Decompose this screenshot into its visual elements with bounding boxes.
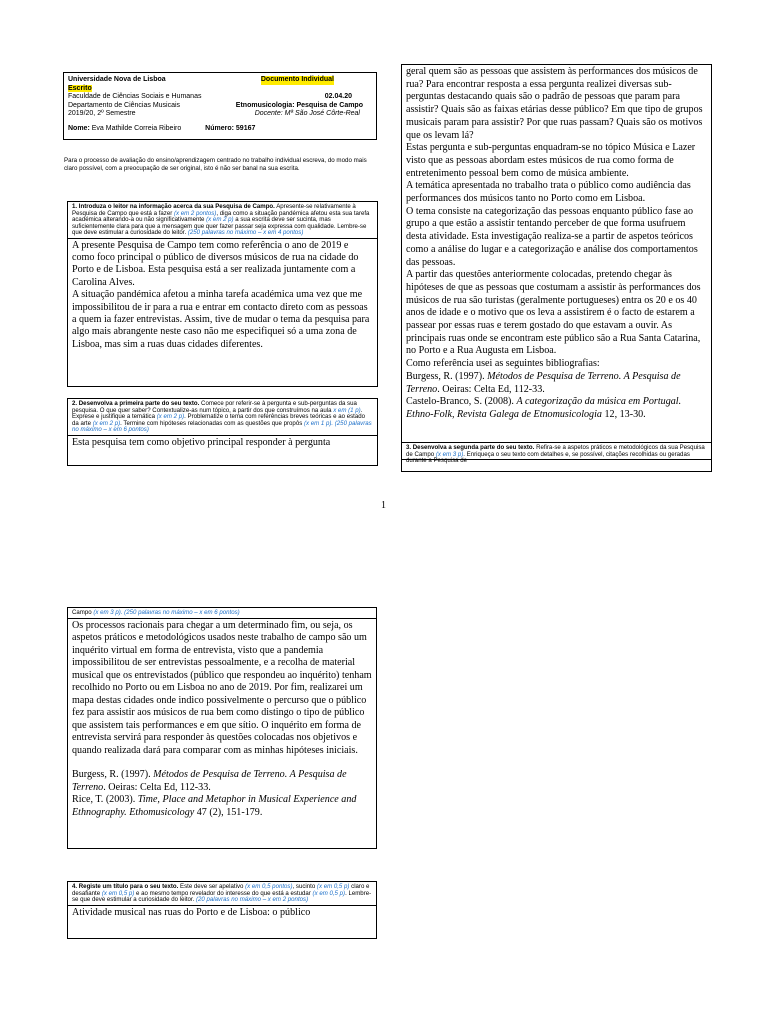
question-3-title: 3. Desenvolva a segunda parte do seu texto. — [406, 444, 535, 451]
question-2-box — [67, 398, 378, 466]
question-4-text: . Lembre-se que deve estimular a curiosidade do leitor. — [72, 889, 372, 903]
student-name: Eva Mathilde Correia Ribeiro — [91, 124, 182, 132]
ref-text: Rice, T. (2003). — [72, 794, 138, 805]
ref-text: Castelo-Branco, S. (2008). — [406, 396, 517, 408]
question-2-text: . Termine com hipóteses relacionadas com as questões que propôs — [120, 419, 303, 427]
answer-paragraph: A partir das questões anteriormente colocadas, pretendo chegar às hipóteses de que as pessoas que costumam a assistir às performances dos músicos de rua são turistas (geralmente portugueses) entra os 20 e os 40 anos de idade e o motivo que os leva a assistirem é o facto de estarem a passear por essas ruas e terem gostado do que estavam a ouvir. As principais ruas onde se encontram este público são a Rua Santa Catarina, no Porto e a Rua Augusta em Lisboa. — [406, 269, 701, 357]
bibliography-entry — [72, 794, 372, 819]
question-4-mark: (x em 0,5 p) — [312, 889, 346, 897]
question-4-instructions — [68, 882, 376, 906]
question-3-instructions-continued — [68, 608, 376, 619]
title-answer: Atividade musical nas ruas do Porto e de Lisboa: o público — [72, 906, 311, 918]
number-label: Número: — [205, 124, 234, 132]
bibliography-entry — [406, 396, 707, 421]
document-type-continued: Escrito — [68, 84, 92, 92]
ref-title: Métodos de Pesquisa de Terreno. A Pesquisa de Terreno — [406, 370, 681, 395]
question-4-mark: (x em 0,5 p) — [316, 883, 350, 890]
question-4-box — [67, 881, 377, 939]
question-4-text: e ao mesmo tempo revelador do interesse do que está a estudar — [136, 889, 311, 897]
ref-text: . Oeiras: Celta Ed, 112-33. — [103, 781, 211, 793]
question-4-mark: (x em 0,5 pontos) — [245, 883, 293, 890]
question-1-text: , diga como a situação pandémica afetou esta sua tarefa académica alterando-a ou não significativamente — [72, 209, 370, 223]
ref-text: Burgess, R. (1997). — [406, 370, 488, 382]
question-3-mark: (x em 3 p). (250 palavras no máximo – x em 6 pontos) — [93, 609, 240, 616]
bibliography-entry — [406, 371, 707, 396]
answer-paragraph: A situação pandémica afetou a minha tarefa académica uma vez que me impossibilitou de ir para a rua e entrar em contacto direto com as pessoas a quem ia fazer entrevistas. Assim, tive de mudar o tema da pesquisa para algo mais abrangente neste caso não me especifiquei só a uma zona de Lisboa, mas sim a ruas duas cidades diferentes. — [72, 289, 370, 350]
question-3-instructions — [402, 442, 711, 466]
document-type: Documento Individual — [260, 76, 334, 83]
question-2-instructions — [68, 399, 377, 436]
ref-title: Time, Place and Metaphor in Musical Experience and Ethnography. Ethomusicology — [72, 794, 357, 818]
answer-paragraph: A temática apresentada no trabalho trata o público como audiência das performances dos músicos tanto no Porto como em Lisboa. — [406, 180, 691, 205]
question-2-title: 2. Desenvolva a primeira parte do seu texto. — [72, 400, 200, 407]
question-1-answer[interactable] — [68, 239, 377, 353]
question-2-text: Comece por referir-se à pergunta e sub-perguntas da sua pesquisa. O que quer saber? Contextualize-as num tópico, a partir dos que construímos na aula — [72, 400, 357, 414]
intro-paragraph: Para o processo de avaliação do ensino/aprendizagem centrado no trabalho individual escreva, do modo mais claro possível, com a preocupação de ser original, isto é não ser banal na sua escrita. — [64, 157, 367, 172]
department-name: Departamento de Ciências Musicais — [68, 101, 181, 109]
header-row-3 — [68, 102, 372, 111]
ref-text: . Oeiras: Celta Ed, 112-33. — [437, 383, 545, 395]
question-2-answer-continued[interactable] — [401, 64, 712, 460]
question-1-box — [67, 201, 378, 387]
ref-title: Métodos de Pesquisa de Terreno. A Pesquisa de Terreno — [72, 769, 347, 793]
question-1-title: 1. Introduza o leitor na informação acerca da sua Pesquisa de Campo. — [72, 203, 275, 210]
question-3-box-continued — [67, 607, 377, 849]
question-4-answer[interactable] — [68, 906, 376, 920]
question-2-mark: (x em 2 p) — [156, 413, 185, 420]
question-1-text: a sua escrita deve ser sucinta, mas suficientemente clara para que a mensagem que quer fazer passar seja expressa com qualidade. Lembre-se que deve estimular a curiosidade do leitor. — [72, 216, 367, 236]
question-3-text: Refira-se a aspetos práticos e metodológicos da sua Pesquisa de Campo — [406, 444, 705, 458]
header-row-2 — [68, 93, 372, 102]
bibliography-entry — [72, 769, 372, 794]
question-3-text: . Enriqueça o seu texto com detalhes e, se possível, citações recolhidas ou geradas durante a Pesquisa de — [406, 450, 690, 464]
header-row-4 — [68, 110, 372, 119]
question-1-mark: (x em 2 pontos) — [173, 209, 217, 217]
question-2-answer-start[interactable] — [68, 436, 377, 450]
question-4-text: claro e desafiante — [72, 883, 370, 897]
question-3-box — [401, 442, 712, 472]
question-4-text: Este deve ser apelativo — [180, 883, 244, 890]
ref-text: 47 (2), 151-179. — [194, 806, 263, 818]
question-3-text: Campo — [72, 609, 92, 616]
question-4-mark: (x em 0,5 p) — [101, 889, 135, 897]
question-1-mark: (250 palavras no máximo – x em 4 pontos) — [187, 229, 304, 236]
question-4-title: 4. Registe um título para o seu texto. — [72, 883, 179, 890]
ref-text: Burgess, R. (1997). — [72, 769, 154, 780]
student-row — [68, 125, 372, 134]
academic-year: 2019/20, 2º Semestre — [68, 110, 136, 118]
answer-body — [402, 65, 711, 423]
teacher-name: Docente: Mª São José Côrte-Real — [254, 110, 360, 118]
ref-text: 12, 13-30. — [601, 408, 646, 420]
ref-title: A categorização da música em Portugal. Ethno-Folk, Revista Galega de Etnomusicologia — [406, 396, 682, 420]
answer-paragraph: Como referência usei as seguintes bibliografias: — [406, 358, 600, 370]
header-row-1 — [68, 76, 372, 85]
question-2-text: . Exprese e justifique a temática — [72, 406, 363, 420]
question-1-mark: (x em 2 p) — [206, 216, 234, 223]
question-2-mark: (x em 1 p). (250 palavras no máximo – x em 6 pontos) — [72, 419, 372, 433]
question-4-text: , sucinto — [292, 883, 316, 890]
name-label: Nome: — [68, 124, 90, 132]
header-box — [63, 72, 377, 140]
page-number: 1 — [381, 500, 386, 511]
question-3-answer[interactable] — [68, 619, 376, 821]
faculty-name: Faculdade de Ciências Sociais e Humanas — [68, 93, 202, 101]
answer-paragraph: geral quem são as pessoas que assistem às performances dos músicos de rua? Para encontrar resposta a essa pergunta realizei diversas sub-perguntas destacando quais são o padrão de pessoas que param para assistir? Quais são as faixas etárias desse público? Em que tipo de grupos musicais param para assistir? Por que ruas passam? Quais são os motivos que os levam lá? — [406, 66, 703, 141]
student-number: 59167 — [235, 124, 256, 132]
university-name: Universidade Nova de Lisboa — [68, 76, 166, 83]
answer-paragraph: Os processos racionais para chegar a um determinado fim, ou seja, os aspetos práticos e metodológicos usados neste trabalho de campo são um inquérito virtual em forma de entrevista, visto que a pandemia impossibilitou de ser entrevistas pessoalmente, e a recolha de material musical que os entrevistados (público que respondeu ao inquérito) tenham recolhido no Porto ou em Lisboa no ano de 2019. Por fim, realizarei um mapa destas cidades onde indico possivelmente o percurso que o público fez para assistir aos músicos de rua bem como distingo o tipo de público que assistem tais performances e em que sítio. O inquérito em forma de entrevista servirá para responder às questões colocadas nos objetivos e quando realizada dará para comparar com as minhas hipóteses iniciais. — [72, 619, 372, 756]
question-4-mark: (20 palavras no máximo – x em 2 pontos) — [196, 896, 309, 903]
answer-paragraph: A presente Pesquisa de Campo tem como referência o ano de 2019 e como foco principal o público de diversos músicos de rua na cidade do Porto e de Lisboa. Esta pesquisa está a ser realizada juntamente com a Carolina Alves. — [72, 239, 359, 288]
answer-paragraph: Esta pesquisa tem como objetivo principal responder à pergunta — [72, 436, 331, 448]
question-1-instructions — [68, 202, 377, 239]
document-date: 02.04.20 — [324, 93, 352, 101]
question-3-mark: (x em 3 p) — [435, 450, 464, 458]
question-2-mark: x em (1 p) — [333, 406, 361, 414]
question-1-text: Apresente-se relativamente à Pesquisa de Campo que está a fazer — [72, 203, 356, 217]
answer-paragraph: Estas pergunta e sub-perguntas enquadram-se no tópico Música e Lazer visto que as pessoas abordam estes músicos de rua como forma de entretenimento pessoal bem como de música ambiente. — [406, 142, 696, 179]
question-2-mark: (x em 2 p) — [92, 419, 121, 427]
course-name: Etnomusicologia: Pesquisa de Campo — [235, 101, 363, 109]
answer-paragraph: O tema consiste na categorização das pessoas enquanto público fase ao grupo a que estão a assistir tentando perceber de que forma usufruem desta atividade. Esta investigação realiza-se a partir de aspetos teóricos como a análise do lugar e a categorização e análise dos comportamentos das pessoas. — [406, 205, 698, 268]
question-2-text: . Problematize o tema com referências breves teóricas e ao estado da arte — [72, 413, 366, 427]
